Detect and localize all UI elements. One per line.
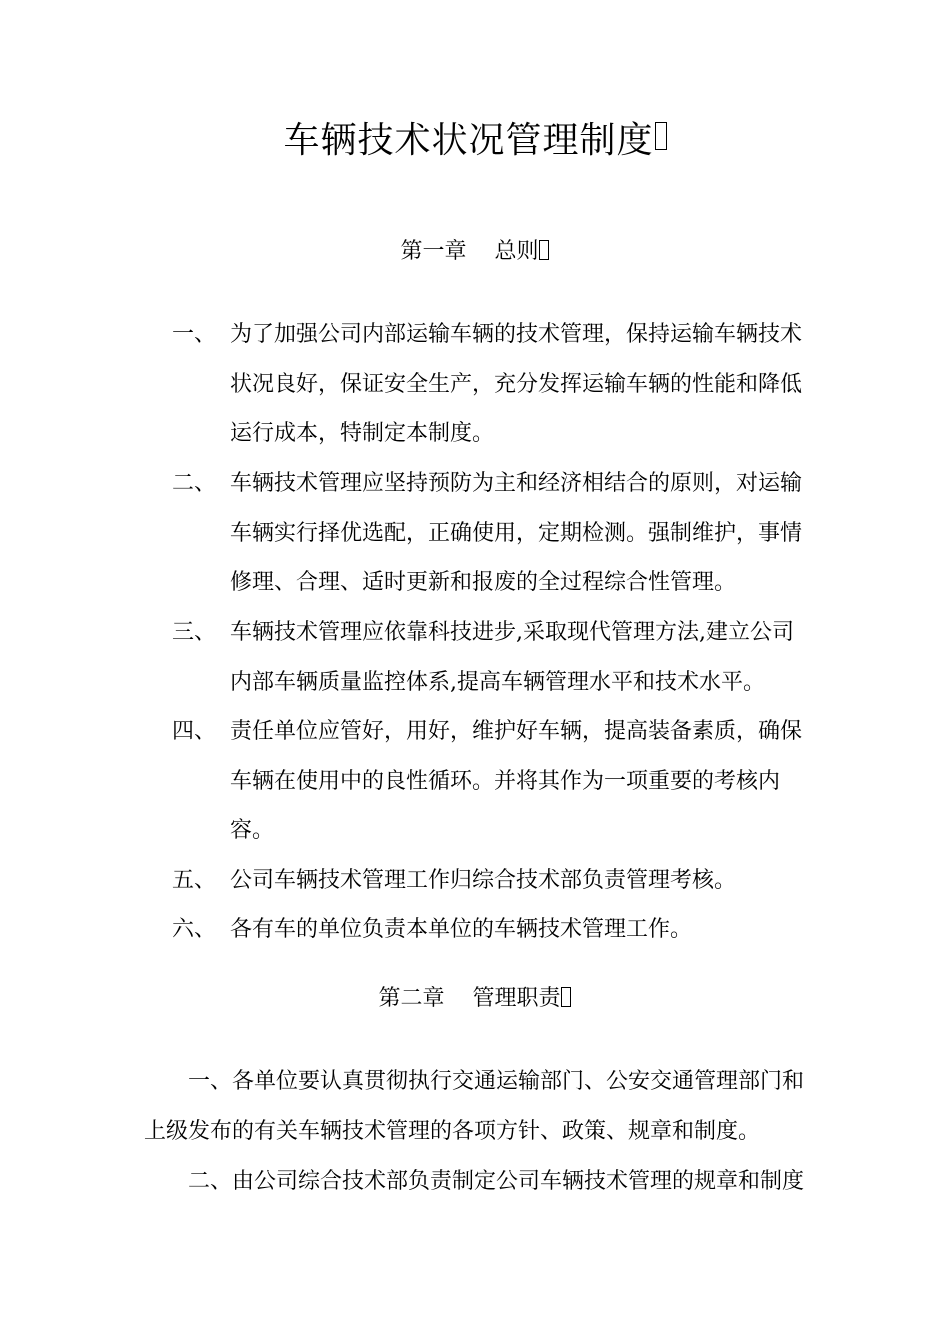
chapter-heading-text: 第一章 总则	[400, 239, 539, 264]
document-title-text: 车辆技术状况管理制度	[283, 120, 654, 161]
clause-number: 六、	[172, 917, 217, 942]
clause-number: 二、	[172, 471, 217, 496]
clause-text: 车辆技术管理应依靠科技进步,采取现代管理方法,建立公司内部车辆质量监控体系,提高车辆管理水平和技术水平。	[230, 620, 794, 695]
chapter-heading-text: 第二章 管理职责	[378, 986, 561, 1011]
body-paragraph: 二、由公司综合技术部负责制定公司车辆技术管理的规章和制度	[188, 1169, 805, 1194]
clause-text: 责任单位应管好，用好，维护好车辆，提高装备素质，确保车辆在使用中的良性循环。并将其作为一项重要的考核内容。	[230, 719, 803, 843]
body-paragraph: 一、各单位要认真贯彻执行交通运输部门、公安交通管理部门和上级发布的有关车辆技术管理的各项方针、政策、规章和制度。	[144, 1069, 805, 1144]
clause-number: 五、	[172, 868, 217, 893]
clause-text: 车辆技术管理应坚持预防为主和经济相结合的原则，对运输车辆实行择优选配，正确使用，定期检测。强制维护，事情修理、合理、适时更新和报废的全过程综合性管理。	[230, 471, 803, 595]
chapter-heading	[0, 236, 950, 268]
clause-number: 一、	[172, 322, 217, 347]
chapter-heading	[0, 983, 950, 1015]
clause-text: 为了加强公司内部运输车辆的技术管理，保持运输车辆技术状况良好，保证安全生产，充分发挥运输车辆的性能和降低运行成本，特制定本制度。	[230, 322, 803, 446]
paragraph-mark-icon	[561, 987, 571, 1007]
paragraph-mark-icon	[539, 240, 549, 260]
clause-number: 三、	[172, 620, 217, 645]
paragraph-mark-icon	[655, 122, 667, 150]
clause-text: 公司车辆技术管理工作归综合技术部负责管理考核。	[230, 868, 737, 893]
clause-text: 各有车的单位负责本单位的车辆技术管理工作。	[230, 917, 693, 942]
clause-number: 四、	[172, 719, 217, 744]
document-title	[0, 116, 950, 166]
